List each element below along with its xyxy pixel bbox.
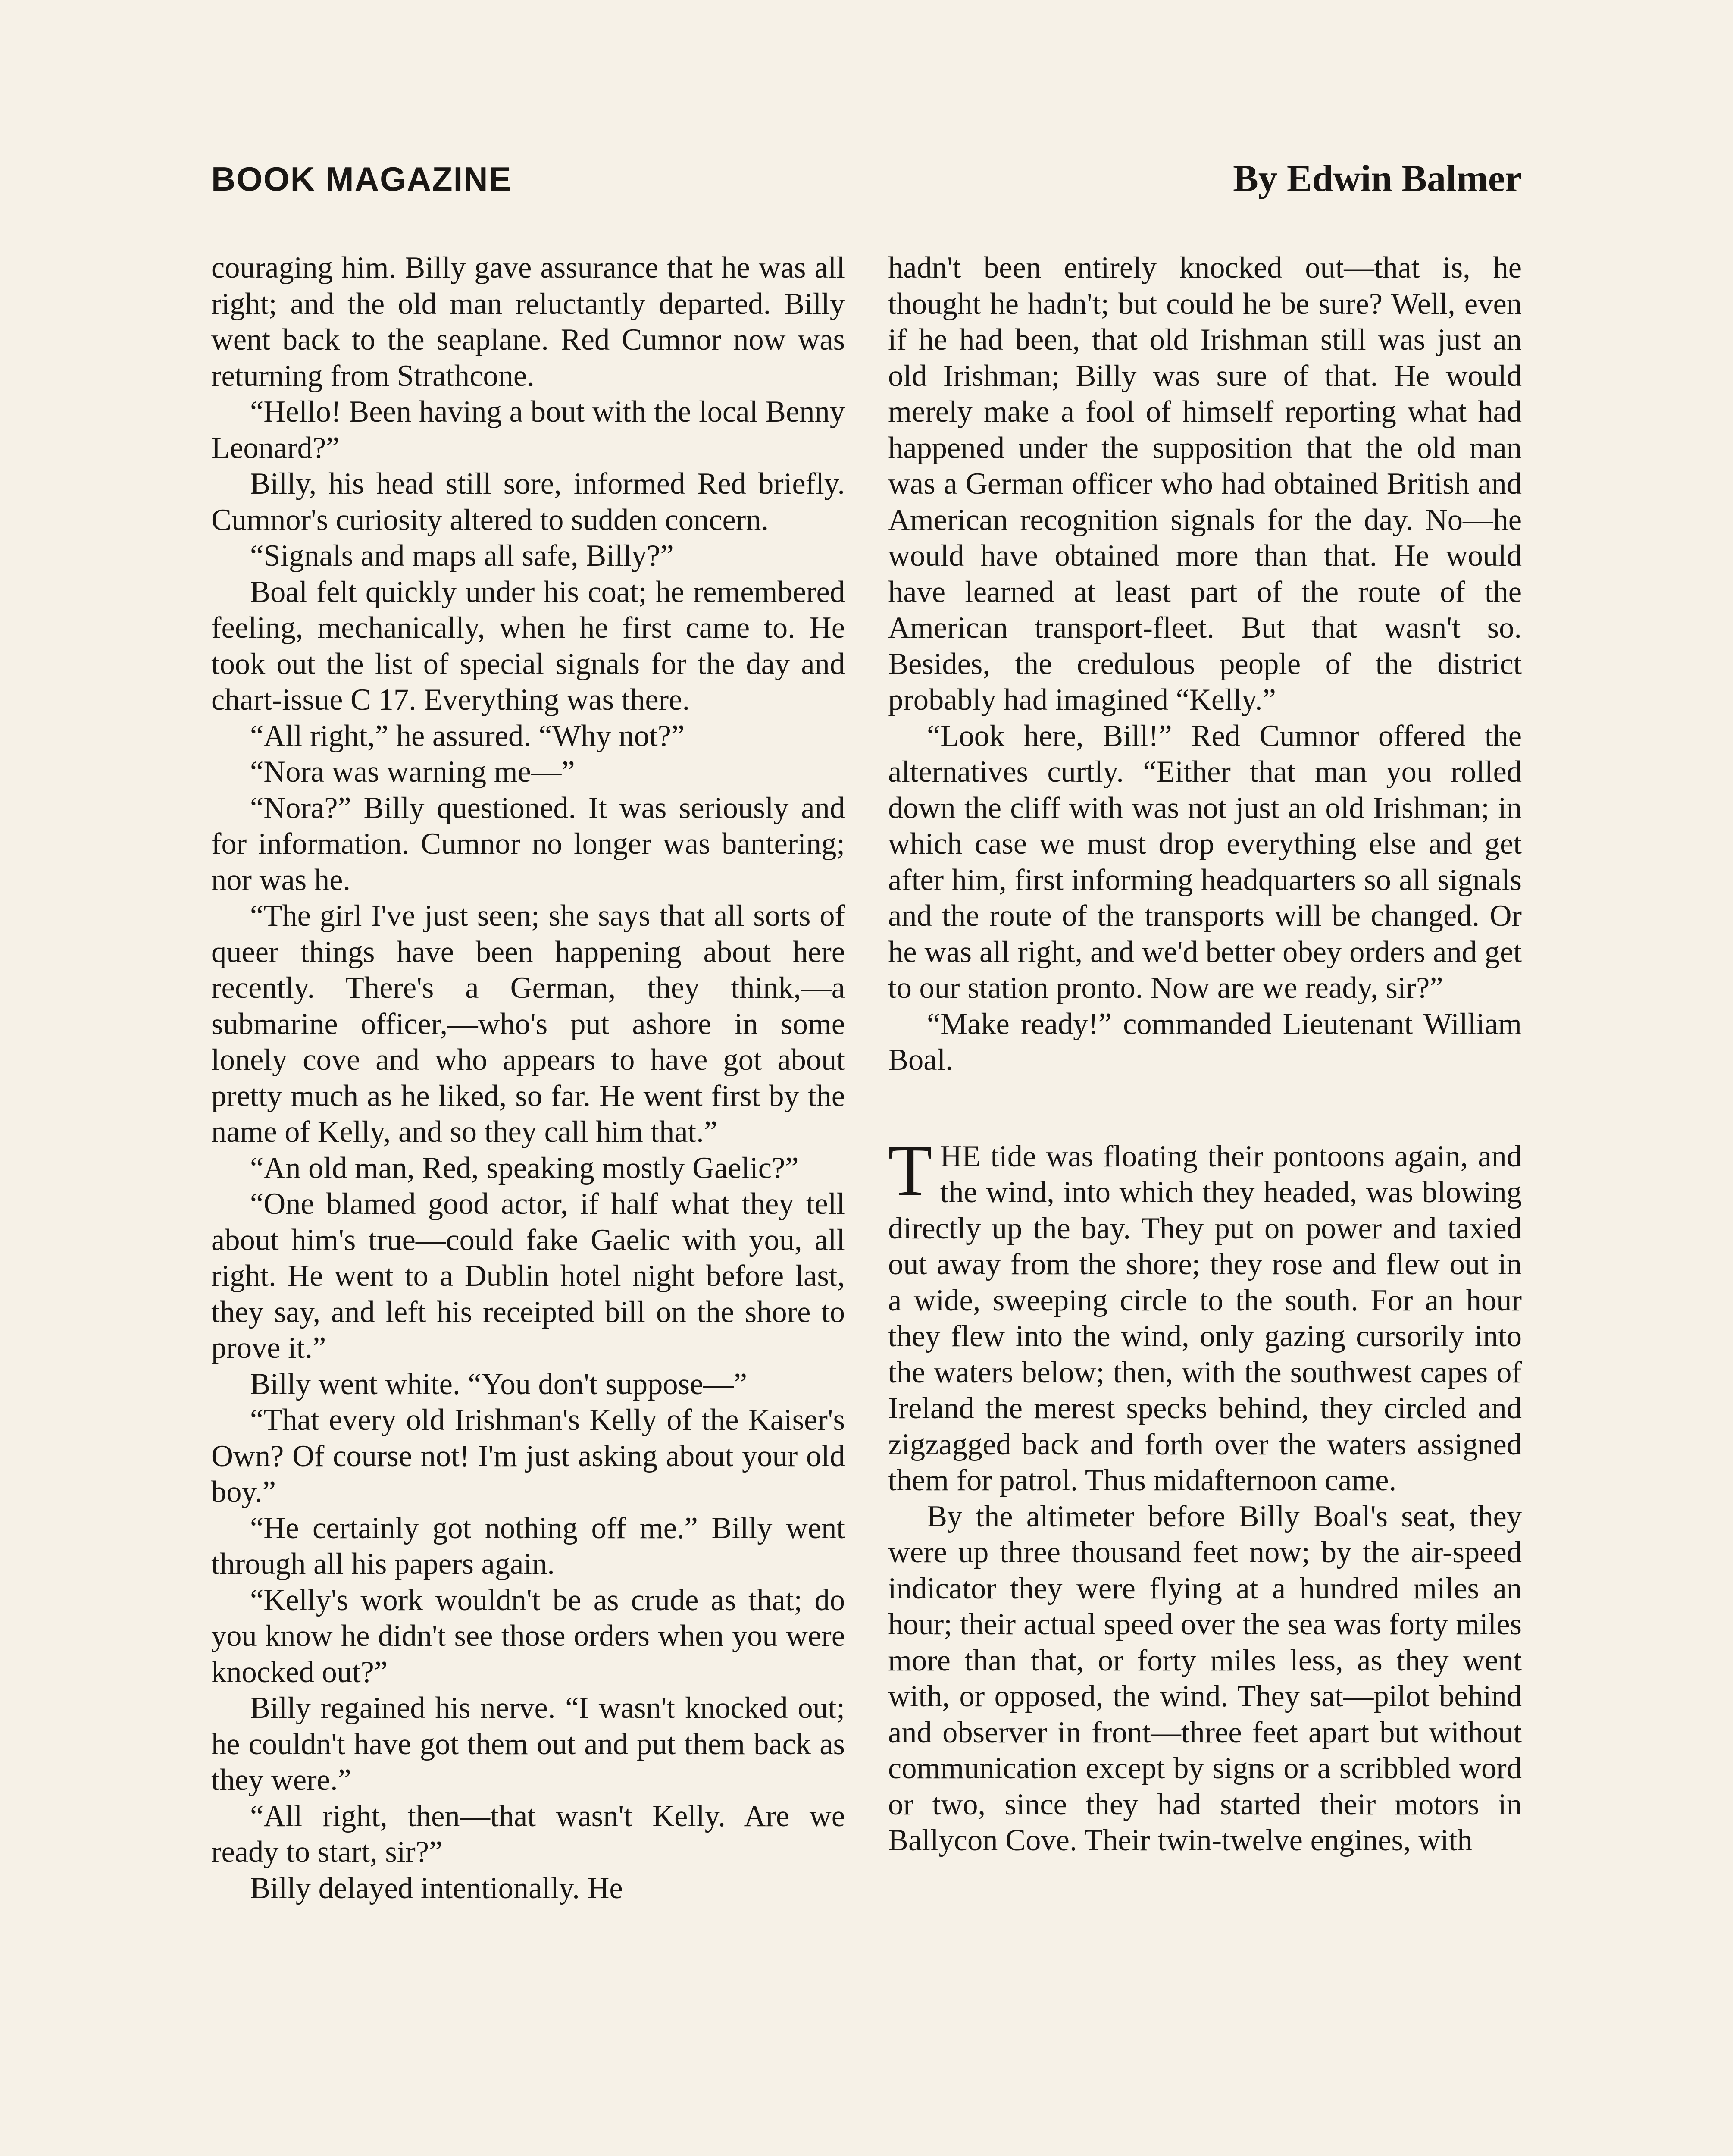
paragraph: Billy delayed intentionally. He — [250, 1871, 623, 1905]
paragraph: “Make ready!” commanded Lieutenant William Boal. — [888, 1007, 1522, 1077]
page-header — [211, 160, 1522, 211]
paragraph: “The girl I've just seen; she says that all sorts of queer things have been happening about here recently. There's a German, they think,—a submarine officer,—who's put ashore in some lonely cove and who appears to have got about pretty much as he liked, so far. He went first by the name of Kelly, and so they call him that.” — [211, 899, 845, 1149]
paragraph: “All right, then—that wasn't Kelly. Are we ready to start, sir?” — [211, 1799, 845, 1869]
running-head-author: By Edwin Balmer — [1233, 158, 1522, 200]
paragraph: “An old man, Red, speaking mostly Gaelic?” — [250, 1151, 799, 1185]
paragraph: Billy, his head still sore, informed Red briefly. Cumnor's curiosity altered to sudden concern. — [211, 467, 845, 537]
section-opening-paragraph — [888, 1130, 1522, 1499]
paragraph: “Signals and maps all safe, Billy?” — [250, 539, 674, 573]
paragraph: Billy regained his nerve. “I wasn't knocked out; he couldn't have got them out and put them back as they were.” — [211, 1691, 845, 1797]
paragraph: Billy went white. “You don't suppose—” — [250, 1367, 748, 1401]
paragraph: “One blamed good actor, if half what they tell about him's true—could fake Gaelic with you, all right. He went to a Dublin hotel night before last, they say, and left his receipted bill on the shore to prove it.” — [211, 1187, 845, 1365]
text-column-right — [888, 250, 1522, 1859]
section-break — [888, 1078, 1522, 1139]
paragraph: Boal felt quickly under his coat; he remembered feeling, mechanically, when he first came to. He took out the list of special signals for the day and chart-issue C 17. Everything was there. — [211, 575, 845, 717]
paragraph: By the altimeter before Billy Boal's seat, they were up three thousand feet now; by the air-speed indicator they were flying at a hundred miles an hour; their actual speed over the sea was forty miles more than that, or forty miles less, as they went with, or opposed, the wind. They sat—pilot behind and observer in front—three feet apart but without communication except by signs or a scribbled word or two, since they had started their motors in Ballycon Cove. Their twin-twelve engines, with — [888, 1499, 1522, 1857]
paragraph: “Kelly's work wouldn't be as crude as that; do you know he didn't see those orders when you were knocked out?” — [211, 1583, 845, 1689]
paragraph: hadn't been entirely knocked out—that is, he thought he hadn't; but could he be sure? Well, even if he had been, that old Irishman still was just an old Irishman; Billy was sure of that. He would merely make a fool of himself reporting what had happened under the supposition that the old man was a German officer who had obtained British and American recognition signals for the day. No—he would have obtained more than that. He would have learned at least part of the route of the American transport-fleet. But that wasn't so. Besides, the credulous people of the district probably had imagined “Kelly.” — [888, 251, 1522, 717]
paragraph: “He certainly got nothing off me.” Billy went through all his papers again. — [211, 1511, 845, 1581]
paragraph: “Nora?” Billy questioned. It was seriously and for information. Cumnor no longer was bantering; nor was he. — [211, 791, 845, 897]
paragraph: couraging him. Billy gave assurance that he was all right; and the old man reluctantly departed. Billy went back to the seaplane. Red Cumnor now was returning from Strathcone. — [211, 251, 845, 393]
text-column-left — [211, 250, 845, 1906]
drop-cap: T — [888, 1130, 932, 1211]
paragraph: “Hello! Been having a bout with the local Benny Leonard?” — [211, 395, 845, 465]
paragraph: “All right,” he assured. “Why not?” — [250, 719, 685, 753]
paragraph: “Look here, Bill!” Red Cumnor offered the alternatives curtly. “Either that man you rolled down the cliff with was not just an old Irishman; in which case we must drop everything else and get after him, first informing headquarters so all signals and the route of the transports will be changed. Or he was all right, and we'd better obey orders and get to our station pronto. Now are we ready, sir?” — [888, 719, 1522, 1005]
running-head-publication: BOOK MAGAZINE — [211, 160, 512, 198]
paragraph: “That every old Irishman's Kelly of the Kaiser's Own? Of course not! I'm just asking about your old boy.” — [211, 1403, 845, 1509]
section-opening-text: HE tide was floating their pontoons again, and the wind, into which they headed, was blowing directly up the bay. They put on power and taxied out away from the shore; they rose and flew out in a wide, sweeping circle to the south. For an hour they flew into the wind, only gazing cursorily into the waters below; then, with the southwest capes of Ireland the merest specks behind, they circled and zigzagged back and forth over the waters assigned them for patrol. Thus midafternoon came. — [888, 1139, 1522, 1497]
paragraph: “Nora was warning me—” — [250, 755, 575, 789]
